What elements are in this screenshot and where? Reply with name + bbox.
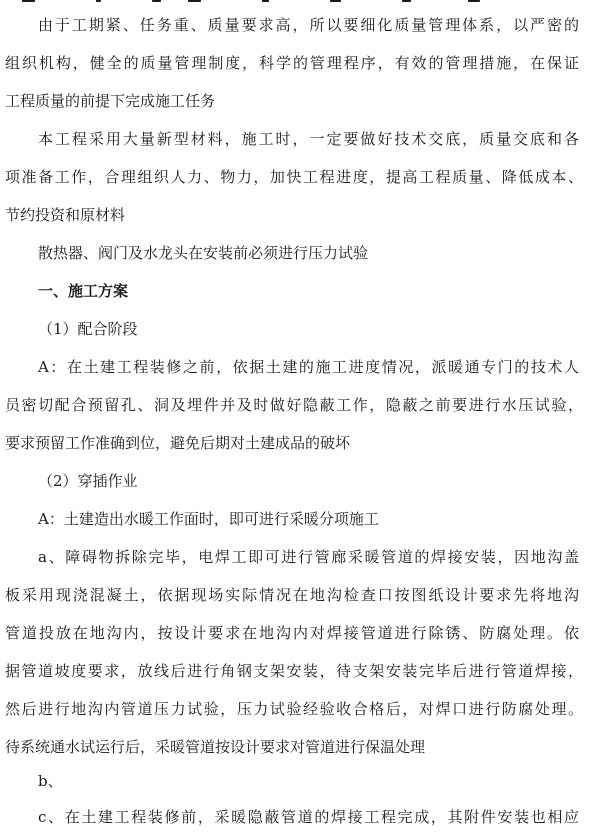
- paragraph-6-line-3: 管道投放在地沟内，按设计要求在地沟内对焊接管道进行除锈、防腐处理。依: [5, 624, 579, 642]
- paragraph-2-line-3: 节约投资和原材料: [5, 206, 126, 224]
- paragraph-6-line-4: 据管道坡度要求，放线后进行角钢支架安装，待支架安装完毕后进行管道焊接，: [5, 662, 583, 680]
- paragraph-4-line-3: 要求预留工作准确到位，避免后期对土建成品的破坏: [5, 434, 351, 452]
- paragraph-5: A：土建造出水暖工作面时，即可进行采暖分项施工: [38, 510, 379, 528]
- paragraph-2-line-2: 项准备工作，合理组织人力、物力，加快工程进度，提高工程质量、降低成本、: [5, 168, 583, 186]
- paragraph-6-line-2: 板采用现浇混凝土，依据现场实际情况在地沟检查口按图纸设计要求先将地沟: [5, 586, 579, 604]
- paragraph-1-line-1: 由于工期紧、任务重、质量要求高，所以要细化质量管理体系，以严密的: [38, 16, 579, 34]
- subheading-1: （1）配合阶段: [38, 320, 138, 338]
- paragraph-6-line-1: a、障碍物拆除完毕，电焊工即可进行管廊采暖管道的焊接安装，因地沟盖: [38, 548, 579, 566]
- paragraph-6-line-6: 待系统通水试运行后，采暖管道按设计要求对管道进行保温处理: [5, 738, 426, 756]
- paragraph-1-line-2: 组织机构，健全的质量管理制度，科学的管理程序，有效的管理措施，在保证: [5, 54, 579, 72]
- paragraph-1-line-3: 工程质量的前提下完成施工任务: [5, 92, 216, 110]
- section-heading: 一、施工方案: [38, 282, 129, 300]
- paragraph-2-line-1: 本工程采用大量新型材料，施工时，一定要做好技术交底，质量交底和各: [38, 130, 579, 148]
- paragraph-6-line-5: 然后进行地沟内管道压力试验，压力试验经验收合格后，对焊口进行防腐处理。: [5, 700, 583, 718]
- paragraph-7: b、: [38, 772, 63, 790]
- cropped-text-fragment: [0, 0, 597, 3]
- paragraph-8-line-1: c、在土建工程装修前，采暖隐蔽管道的焊接工程完成，其附件安装也相应: [38, 808, 579, 826]
- paragraph-4-line-1: A：在土建工程装修之前，依据土建的施工进度情况，派暖通专门的技术人: [38, 358, 579, 376]
- paragraph-3: 散热器、阀门及水龙头在安装前必须进行压力试验: [38, 244, 369, 262]
- subheading-2: （2）穿插作业: [38, 472, 138, 490]
- paragraph-4-line-2: 员密切配合预留孔、洞及埋件并及时做好隐蔽工作，隐蔽之前要进行水压试验，: [5, 396, 583, 414]
